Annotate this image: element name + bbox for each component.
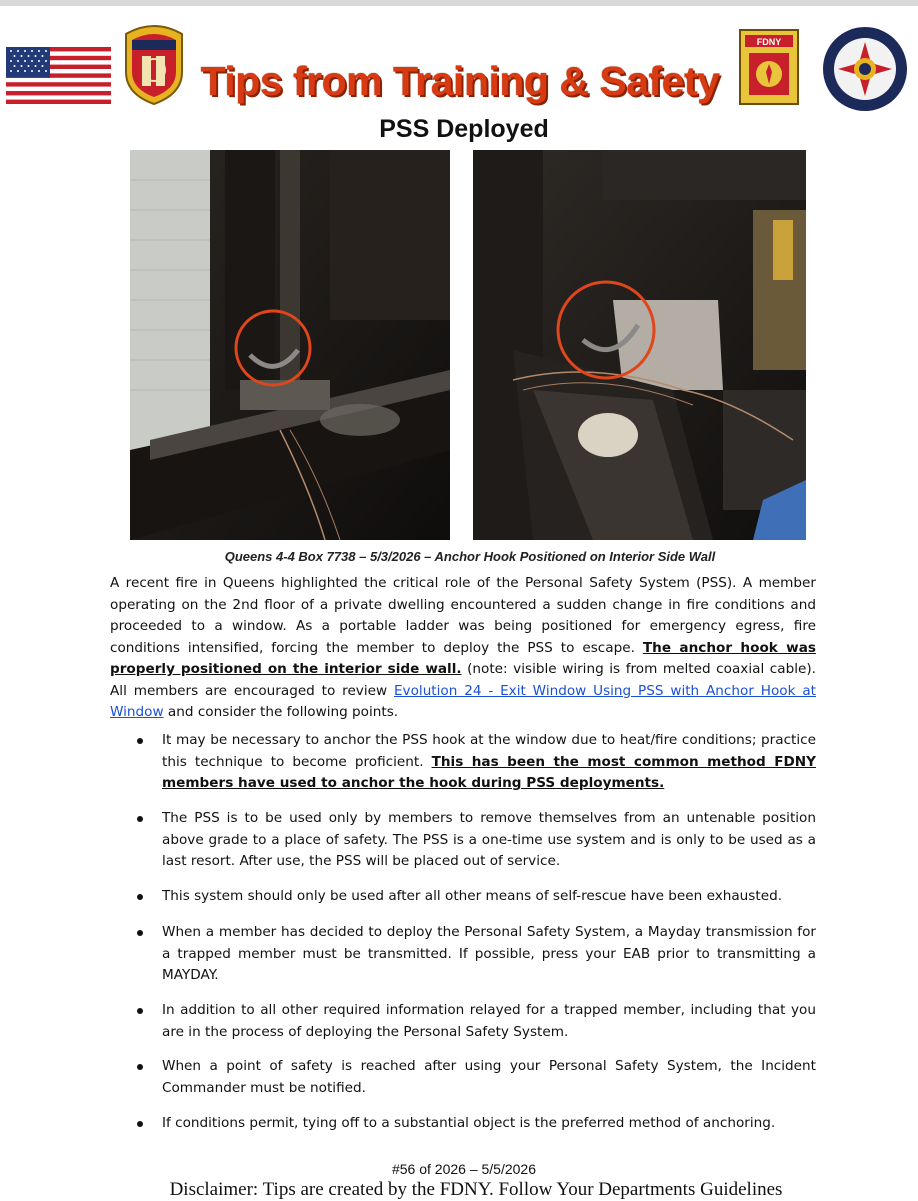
disclaimer: Disclaimer: Tips are created by the FDNY. Follow Your Departments Guidelines	[169, 1179, 783, 1200]
page-top-rule	[0, 0, 918, 6]
bullet-item-5: In addition to all other required information relayed for a trapped member, including that you are in the process of deploying the Personal Safety System.	[162, 1000, 816, 1043]
photo-caption: Queens 4-4 Box 7738 – 5/3/2026 – Anchor Hook Positioned on Interior Side Wall	[224, 549, 716, 564]
bullet-1-emphasis: This has been the most common method FDNY members have used to anchor the hook during PSS deployments.	[162, 753, 816, 791]
bullet-item-6: When a point of safety is reached after using your Personal Safety System, the Incident Commander must be notified.	[162, 1056, 816, 1099]
fire-damage-photo-left	[130, 150, 450, 540]
bullet-item-3: This system should only be used after all other means of self-rescue have been exhausted.	[162, 886, 816, 908]
intro-paragraph	[110, 573, 816, 724]
tip-number: #56 of 2026 – 5/5/2026	[391, 1161, 537, 1177]
fdny-badge-icon	[118, 20, 190, 106]
intro-text: A recent fire in Queens highlighted the critical role of the Personal Safety System (PSS). A member operating on the 2nd floor of a private dwelling encountered a sudden change in fire conditions and proceeded to a window. As a portable ladder was being positioned for emergency egress, fire conditions intensified, forcing the member to deploy the PSS to escape.	[110, 575, 816, 656]
intro-text-end: and consider the following points.	[163, 704, 399, 720]
bullet-item-1	[162, 730, 816, 795]
evolution-24-link[interactable]: Evolution 24 - Exit Window Using PSS with Anchor Hook at Window	[110, 682, 817, 720]
bullet-item-2: The PSS is to be used only by members to remove themselves from an untenable position above grade to a place of safety. The PSS is a one-time use system and is only to be used as a last resort. After use, the PSS will be placed out of service.	[162, 808, 816, 873]
svg-text:FDNY: FDNY	[756, 37, 782, 47]
fdny-safety-command-icon	[822, 26, 908, 112]
bullet-1-text: It may be necessary to anchor the PSS hook at the window due to heat/fire conditions; practice this technique to become proficient.	[162, 732, 816, 770]
fdny-fire-academy-icon	[739, 29, 799, 105]
bullet-item-7: If conditions permit, tying off to a substantial object is the preferred method of anchoring.	[162, 1113, 816, 1135]
fire-damage-photo-right	[473, 150, 806, 540]
intro-text-cont: (note: visible wiring is from melted coaxial cable). All members are encouraged to review	[110, 661, 816, 699]
page-subtitle: PSS Deployed	[379, 115, 549, 143]
bullet-item-4: When a member has decided to deploy the Personal Safety System, a Mayday transmission for a trapped member must be transmitted. If possible, press your EAB prior to transmitting a MAYDAY.	[162, 922, 816, 987]
american-flag-icon	[6, 47, 111, 104]
page-title: Tips from Training & Safety	[200, 58, 720, 104]
intro-emphasis: The anchor hook was properly positioned on the interior side wall.	[110, 639, 817, 677]
